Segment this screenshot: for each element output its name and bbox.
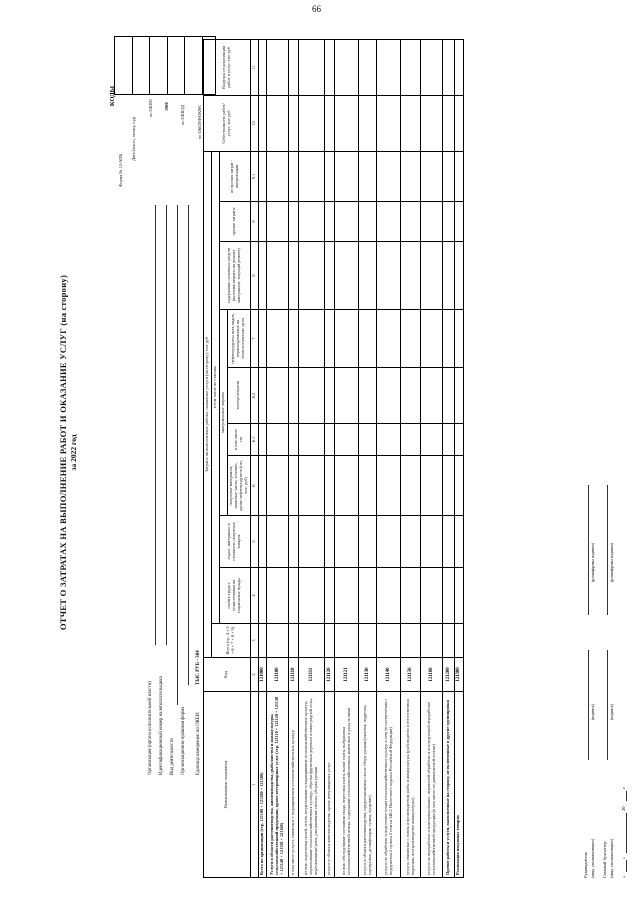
codes-cell[interactable]: [185, 37, 203, 94]
value-cell[interactable]: [267, 151, 289, 201]
date-quote-close: »: [621, 856, 626, 859]
col-oil-header: нефтепродукты всех видов, израсходованные на технологические цели: [227, 310, 250, 368]
value-cell[interactable]: [359, 368, 377, 424]
row-name: Прочие работы и услуги, выполненные на сторону, не включенные в другие группировки: [443, 692, 455, 878]
codes-header: КОДЫ: [109, 85, 116, 107]
value-cell[interactable]: [258, 95, 267, 151]
value-cell[interactable]: [401, 242, 421, 310]
accountant-decoding-line[interactable]: [607, 485, 608, 615]
value-cell[interactable]: [421, 202, 443, 242]
head-label: Руководитель: [583, 851, 588, 878]
col-name-header: Наименование показателя: [204, 692, 251, 878]
value-cell[interactable]: [258, 39, 267, 95]
table-row: [455, 39, 464, 877]
table-row: [377, 39, 401, 877]
value-cell[interactable]: [359, 310, 377, 368]
value-cell[interactable]: [377, 151, 401, 201]
value-cell[interactable]: [258, 202, 267, 242]
date-month-line[interactable]: [626, 813, 627, 853]
value-cell[interactable]: [455, 39, 464, 95]
value-cell[interactable]: [267, 456, 289, 516]
value-cell[interactable]: [401, 368, 421, 424]
value-cell[interactable]: [377, 456, 401, 516]
table-row: [421, 39, 443, 877]
value-cell[interactable]: [455, 202, 464, 242]
unit-value: ТЫС РУБ - 384: [196, 650, 201, 685]
value-cell[interactable]: [443, 242, 455, 310]
value-cell[interactable]: [421, 310, 443, 368]
value-cell[interactable]: [421, 39, 443, 95]
form-number-label: Форма № 12-АПК: [118, 153, 123, 187]
col-index: 4: [250, 568, 258, 624]
value-cell[interactable]: [289, 310, 299, 368]
value-cell[interactable]: [258, 624, 267, 658]
value-cell[interactable]: [455, 516, 464, 568]
value-cell[interactable]: [443, 624, 455, 658]
col-index: 9.1: [250, 151, 258, 201]
value-cell[interactable]: [421, 456, 443, 516]
col-index: 2: [250, 658, 258, 692]
unit-label: Единица измерения: по ОКЕИ:: [196, 711, 201, 775]
value-cell[interactable]: [258, 568, 267, 624]
row-name: из них: обследование состояния стада, перегонка скота, выпас скота, выбраковка сельскохозяйственной птицы, содержание сельскохозяйственных животных и уход за ними: [335, 692, 359, 878]
value-cell[interactable]: [325, 568, 335, 624]
activity-label: Вид деятельности: [170, 738, 175, 775]
col-other-header: прочие затраты: [219, 202, 250, 242]
oked-label: по ОКВЭД: [180, 105, 185, 125]
value-cell[interactable]: [455, 242, 464, 310]
col-total-header: Всего (гр. 4 + 5 + 6 + 7 + 8 + 9): [211, 624, 250, 658]
report-title: ОТЧЕТ О ЗАТРАТАХ НА ВЫПОЛНЕНИЕ РАБОТ И ОКАЗАНИЕ УСЛУГ (на сторону): [58, 274, 68, 631]
value-cell[interactable]: [299, 242, 325, 310]
value-cell[interactable]: [335, 151, 359, 201]
row-code: 121140: [377, 658, 401, 692]
value-cell[interactable]: [443, 424, 455, 456]
value-cell[interactable]: [289, 368, 299, 424]
value-cell[interactable]: [299, 368, 325, 424]
value-cell[interactable]: [421, 424, 443, 456]
report-subtitle: за 2022 год: [69, 434, 78, 471]
row-name: услуги по переработке и консервированию, первичной обработке и последующей переработке сельскохозяйственной продукции (в том числе по давальческой основе): [421, 692, 443, 878]
col-index: 3: [250, 624, 258, 658]
head-decoding-line[interactable]: [588, 485, 589, 615]
date-quote-open: «: [621, 875, 626, 878]
head-sub: (лицо, уполномоченное): [591, 838, 595, 878]
value-cell[interactable]: [443, 516, 455, 568]
accountant-signature-line[interactable]: [607, 650, 608, 760]
head-signature-line[interactable]: [588, 650, 589, 760]
row-name: Реализация покупных товаров: [455, 692, 464, 878]
date-year-prefix: 20: [621, 806, 626, 811]
value-cell[interactable]: [325, 151, 335, 201]
head-signature-caption: (подпись): [591, 704, 595, 720]
value-cell[interactable]: [299, 516, 325, 568]
activity-line[interactable]: [177, 205, 178, 705]
value-cell[interactable]: [325, 424, 335, 456]
value-cell[interactable]: [377, 202, 401, 242]
value-cell[interactable]: [335, 95, 359, 151]
value-cell[interactable]: [401, 456, 421, 516]
value-cell[interactable]: [258, 242, 267, 310]
year-code: 1900: [164, 102, 169, 111]
value-cell[interactable]: [359, 39, 377, 95]
value-cell[interactable]: [258, 368, 267, 424]
col-index: 9: [250, 202, 258, 242]
value-cell[interactable]: [401, 39, 421, 95]
value-cell[interactable]: [325, 516, 335, 568]
value-cell[interactable]: [443, 39, 455, 95]
value-cell[interactable]: [335, 456, 359, 516]
value-cell[interactable]: [377, 568, 401, 624]
value-cell[interactable]: [455, 310, 464, 368]
value-cell[interactable]: [377, 310, 401, 368]
col-index: 10: [250, 95, 258, 151]
col-self-cost-header: Себестоимость работ/услуг, тыс руб: [204, 95, 251, 151]
value-cell[interactable]: [299, 424, 325, 456]
row-code: 121300: [455, 658, 464, 692]
row-code: 121130: [359, 658, 377, 692]
group-main-header: Затраты на выполненные работы, оказанные услуги (на сторону), тыс руб: [204, 151, 212, 657]
table-body: [250, 39, 463, 877]
table-row: [289, 39, 299, 877]
value-cell[interactable]: [325, 202, 335, 242]
value-cell[interactable]: [443, 568, 455, 624]
value-cell[interactable]: [455, 151, 464, 201]
value-cell[interactable]: [359, 568, 377, 624]
value-cell[interactable]: [455, 424, 464, 456]
value-cell[interactable]: [325, 95, 335, 151]
col-gas-header: в том числе газ: [227, 424, 250, 456]
value-cell[interactable]: [455, 95, 464, 151]
col-index: 5: [250, 516, 258, 568]
table-row: [401, 39, 421, 877]
value-cell[interactable]: [401, 202, 421, 242]
table-row: [335, 39, 359, 877]
value-cell[interactable]: [258, 151, 267, 201]
value-cell[interactable]: [325, 624, 335, 658]
value-cell[interactable]: [335, 39, 359, 95]
value-cell[interactable]: [421, 624, 443, 658]
value-cell[interactable]: [325, 310, 335, 368]
table-row: [258, 39, 267, 877]
row-name: в том числе услуги, связанные с выращиванием сельскохозяйственных культур: [289, 692, 299, 878]
value-cell[interactable]: [377, 424, 401, 456]
row-name: Всего по организации (стр. 121100 + 121200 + 121300): [258, 692, 267, 878]
value-cell[interactable]: [258, 456, 267, 516]
value-cell[interactable]: [359, 151, 377, 201]
head-decoding-caption: (расшифровка подписи): [591, 543, 595, 582]
value-cell[interactable]: [443, 202, 455, 242]
value-cell[interactable]: [299, 151, 325, 201]
codes-cell[interactable]: [133, 37, 151, 94]
value-cell[interactable]: [443, 151, 455, 201]
value-cell[interactable]: [455, 568, 464, 624]
value-cell[interactable]: [267, 424, 289, 456]
row-code: 121121: [335, 658, 359, 692]
col-index: 8: [250, 242, 258, 310]
organization-label: Организация (органа исполнительной власти): [148, 681, 153, 775]
row-name: Услуги в области растениеводства, животноводства, рыболовства и аквакультуры, сельскохозяйственной продукции, кроме ветеринарных услуг (стр. 121110 + 121120 + 121130 + 121140 + 121150 + 121160): [267, 692, 289, 878]
value-cell[interactable]: [299, 624, 325, 658]
value-cell[interactable]: [443, 310, 455, 368]
value-cell[interactable]: [267, 568, 289, 624]
value-cell[interactable]: [289, 202, 299, 242]
value-cell[interactable]: [335, 568, 359, 624]
col-index: 6.1: [250, 424, 258, 456]
value-cell[interactable]: [335, 624, 359, 658]
value-cell[interactable]: [377, 368, 401, 424]
accountant-decoding-caption: (расшифровка подписи): [610, 543, 614, 582]
value-cell[interactable]: [455, 368, 464, 424]
okpo-label: по ОКПО: [148, 99, 153, 117]
value-cell[interactable]: [335, 242, 359, 310]
value-cell[interactable]: [289, 95, 299, 151]
value-cell[interactable]: [377, 95, 401, 151]
value-cell[interactable]: [401, 310, 421, 368]
value-cell[interactable]: [421, 368, 443, 424]
value-cell[interactable]: [267, 39, 289, 95]
value-cell[interactable]: [289, 39, 299, 95]
value-cell[interactable]: [335, 368, 359, 424]
codes-cell[interactable]: [150, 37, 168, 94]
value-cell[interactable]: [289, 242, 299, 310]
col-code-header: Код: [204, 658, 251, 692]
value-cell[interactable]: [258, 516, 267, 568]
legal-form-label: Организационно-правовая форма: [181, 706, 186, 775]
value-cell[interactable]: [299, 202, 325, 242]
codes-cell[interactable]: [115, 37, 133, 94]
value-cell[interactable]: [289, 516, 299, 568]
legal-form-line[interactable]: [188, 205, 189, 685]
value-cell[interactable]: [325, 368, 335, 424]
col-index: 7: [250, 310, 258, 368]
value-cell[interactable]: [289, 568, 299, 624]
accountant-label: Главный бухгалтер: [602, 841, 607, 878]
date-suffix: г.: [621, 786, 626, 789]
organization-line[interactable]: [155, 205, 156, 645]
date-day-line[interactable]: [626, 860, 627, 872]
row-code: 121000: [258, 658, 267, 692]
value-cell[interactable]: [377, 39, 401, 95]
col-materials-header: сырье, материалы и стоимость покупных товаров: [219, 516, 250, 568]
value-cell[interactable]: [267, 624, 289, 658]
value-cell[interactable]: [289, 456, 299, 516]
value-cell[interactable]: [421, 95, 443, 151]
value-cell[interactable]: [455, 456, 464, 516]
col-index: 1: [250, 692, 258, 878]
column-index-row: [250, 39, 258, 877]
value-cell[interactable]: [325, 456, 335, 516]
row-code: 121110: [289, 658, 299, 692]
col-purchased-header: покупные материалы, запасные части, топливо, кроме нефтепродуктов (газ, тыс. руб): [227, 456, 250, 516]
table-row: [299, 39, 325, 877]
cost-table: [203, 39, 464, 878]
value-cell[interactable]: [359, 624, 377, 658]
value-cell[interactable]: [401, 424, 421, 456]
value-cell[interactable]: [325, 242, 335, 310]
row-code: 121120: [325, 658, 335, 692]
date-year-line[interactable]: [626, 791, 627, 801]
value-cell[interactable]: [421, 242, 443, 310]
value-cell[interactable]: [258, 424, 267, 456]
value-cell[interactable]: [377, 242, 401, 310]
date-label: Дата (число, месяц, год): [131, 116, 136, 161]
value-cell[interactable]: [335, 310, 359, 368]
codes-cell[interactable]: [168, 37, 186, 94]
value-cell[interactable]: [267, 202, 289, 242]
row-code: 121160: [421, 658, 443, 692]
accountant-signature-caption: (подпись): [610, 704, 614, 720]
value-cell[interactable]: [325, 39, 335, 95]
value-cell[interactable]: [359, 95, 377, 151]
value-cell[interactable]: [359, 424, 377, 456]
value-cell[interactable]: [401, 151, 421, 201]
table-row: [267, 39, 289, 877]
value-cell[interactable]: [455, 624, 464, 658]
col-index: 6.2: [250, 368, 258, 424]
row-name: из них: подготовка полей, посев, возделывание и выращивание сельскохозяйственных культур, опрыскивание сельскохозяйственных культур, обрезка фруктовых деревьев и виноградной лозы, пересаживание риса, рассаживание свеклы, уборка урожая: [299, 692, 325, 878]
table-row: [359, 39, 377, 877]
value-cell[interactable]: [421, 516, 443, 568]
value-cell[interactable]: [401, 516, 421, 568]
value-cell[interactable]: [289, 424, 299, 456]
okopf-label: по ОКОПФ/ОКФС: [197, 104, 202, 139]
accountant-sub: (лицо, уполномоченное): [610, 838, 614, 878]
inn-label: Идентификационный номер налогоплательщика: [159, 676, 164, 775]
value-cell[interactable]: [289, 624, 299, 658]
group-incl-header: в том числе по статьям: [211, 151, 219, 623]
value-cell[interactable]: [299, 39, 325, 95]
value-cell[interactable]: [401, 568, 421, 624]
value-cell[interactable]: [421, 568, 443, 624]
col-index: 11: [250, 39, 258, 95]
value-cell[interactable]: [421, 151, 443, 201]
value-cell[interactable]: [258, 310, 267, 368]
row-name: услуги в области животноводства, кроме ветеринарных услуг: [325, 692, 335, 878]
group-material-header: материальные затраты: [219, 310, 227, 516]
value-cell[interactable]: [335, 516, 359, 568]
value-cell[interactable]: [299, 456, 325, 516]
row-code: 121100: [267, 658, 289, 692]
col-index: 6: [250, 456, 258, 516]
value-cell[interactable]: [299, 95, 325, 151]
value-cell[interactable]: [267, 310, 289, 368]
value-cell[interactable]: [267, 242, 289, 310]
value-cell[interactable]: [443, 368, 455, 424]
value-cell[interactable]: [267, 95, 289, 151]
codes-box: [114, 36, 216, 95]
value-cell[interactable]: [377, 516, 401, 568]
col-revenue-header: Выручка от реализации работ и услуг, тыс руб: [204, 39, 251, 95]
page-number: 66: [312, 4, 321, 14]
value-cell[interactable]: [443, 456, 455, 516]
value-cell[interactable]: [377, 624, 401, 658]
value-cell[interactable]: [401, 95, 421, 151]
row-code: 121200: [443, 658, 455, 692]
value-cell[interactable]: [267, 516, 289, 568]
value-cell[interactable]: [359, 456, 377, 516]
col-other-incl-header: из прочих затрат - амортизация: [219, 151, 250, 201]
value-cell[interactable]: [299, 568, 325, 624]
col-labor-header: оплата труда с отчислениями на социальные нужды: [219, 568, 250, 624]
value-cell[interactable]: [401, 624, 421, 658]
table-row: [443, 39, 455, 877]
value-cell[interactable]: [267, 368, 289, 424]
row-code: 121150: [401, 658, 421, 692]
value-cell[interactable]: [335, 202, 359, 242]
value-cell[interactable]: [359, 242, 377, 310]
row-name: услуги в области растениеводства, предоставляемые после сбора урожая (очистка, подрезка, сортировка, дезинфекция, сушка, лущение): [359, 692, 377, 878]
value-cell[interactable]: [335, 424, 359, 456]
value-cell[interactable]: [289, 151, 299, 201]
row-name: услуги, связанные с ловом и производством рыбы и аквакультуры (рыбоводство в естественных водоемах, воспроизводство аквакультуры): [401, 692, 421, 878]
col-depreciation-header: содержание основных средств (включая затраты на ремонт материалов, текущий ремонт): [219, 242, 250, 310]
table-row: [325, 39, 335, 877]
row-code: 121111: [299, 658, 325, 692]
value-cell[interactable]: [299, 310, 325, 368]
value-cell[interactable]: [443, 95, 455, 151]
inn-line[interactable]: [166, 205, 167, 645]
row-name: услуги по обработке и подготовке семян сельскохозяйственных культур к севу (в соответствии с подпунктом 2 пункта 2 статьи 346.2 Налогового кодекса Российской Федерации): [377, 692, 401, 878]
col-electricity-header: электроэнергия: [227, 368, 250, 424]
value-cell[interactable]: [359, 516, 377, 568]
value-cell[interactable]: [359, 202, 377, 242]
